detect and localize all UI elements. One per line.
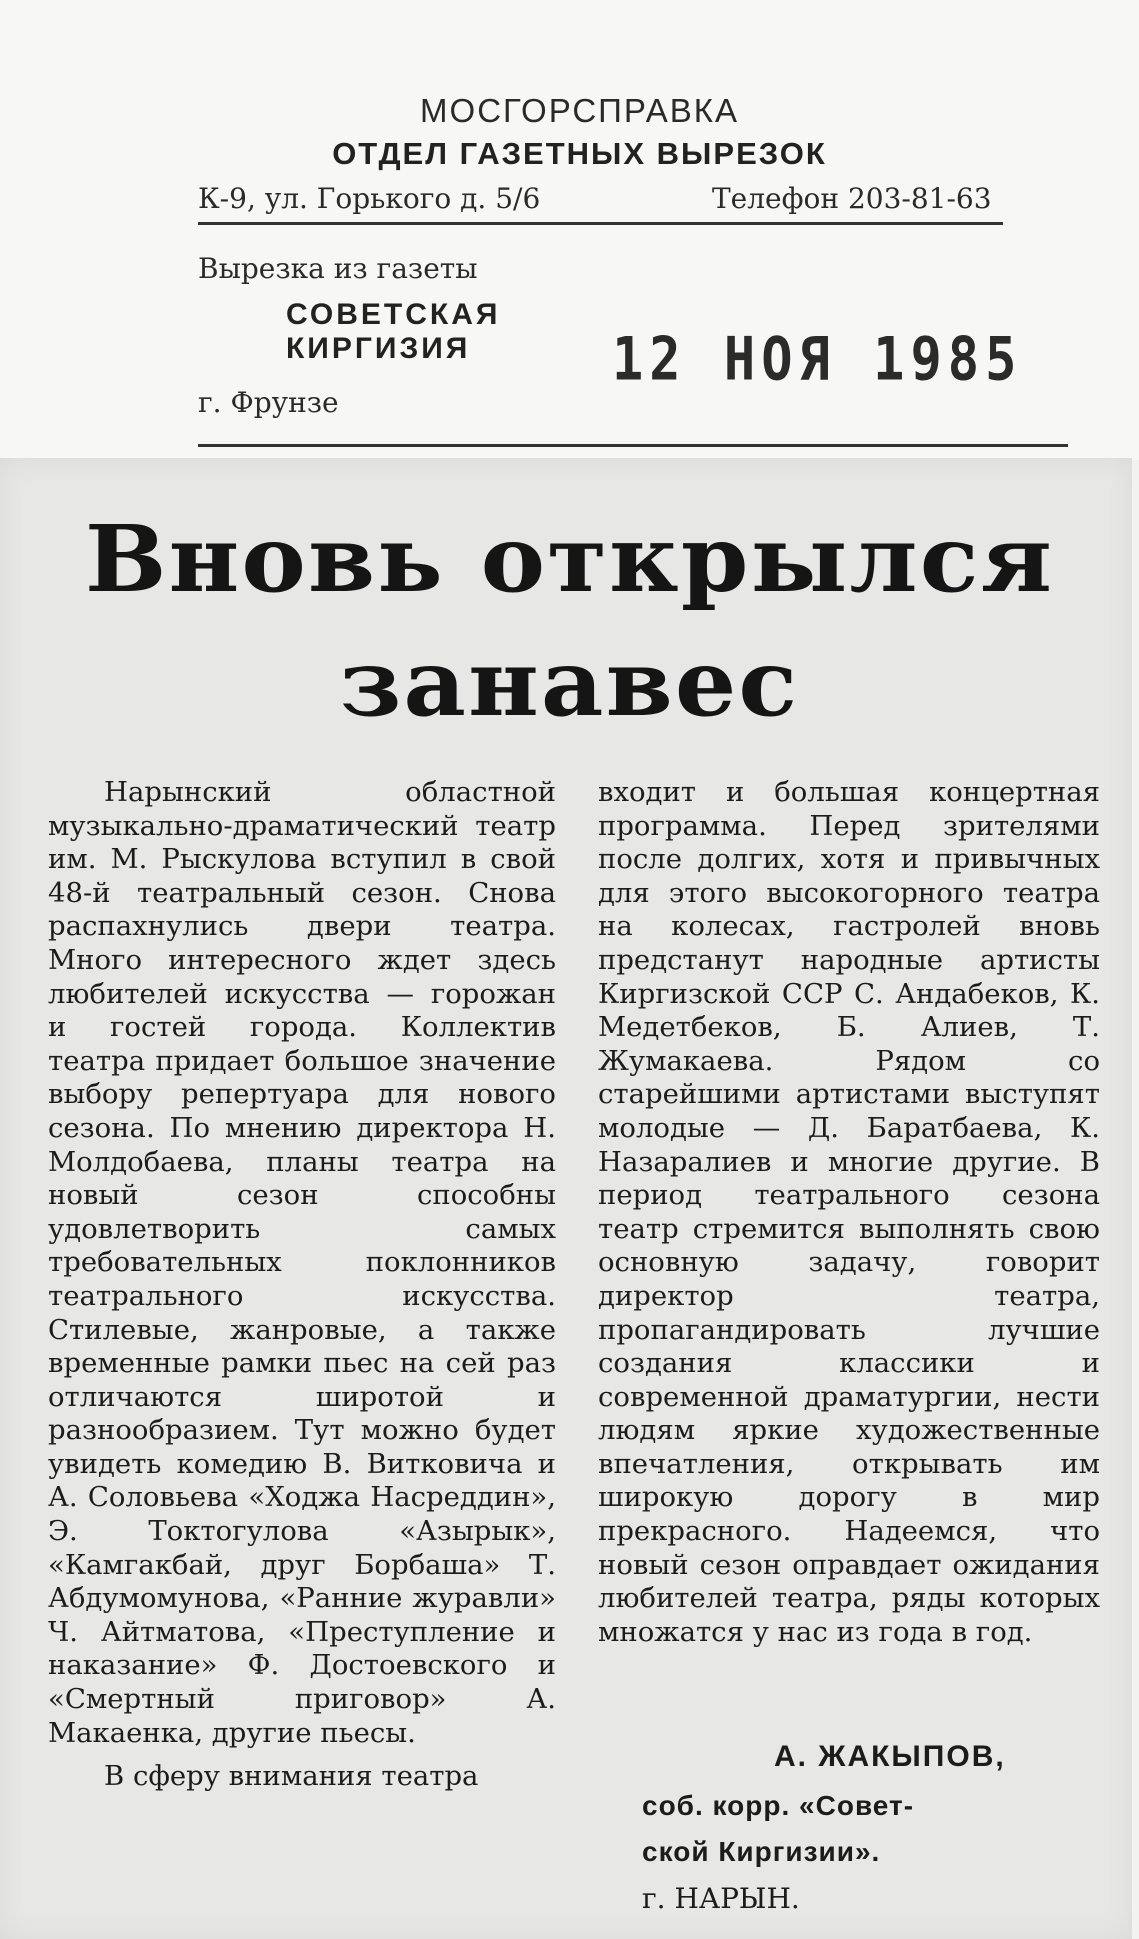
article-paragraph: входит и большая концертная программа. Перед зрителями после долгих, хотя и привычных для этого высокогорного театра на колесах, гастролей вновь предстанут народные артисты Киргизской ССР С. Андабеков, К. Медетбеков, Б. Алиев, Т. Жумакаева. Рядом со старейшими артистами выступят молодые — Д. Баратбаева, К. Назаралиев и многие другие. В период театрального сезона театр стремится выполнять свою основную задачу, говорит директор театра, пропагандировать лучшие создания классики и современной драматургии, нести людям яркие художественные впечатления, открывать им широкую дорогу в мир прекрасного. Надеемся, что новый сезон оправдает ожидания любителей театра, ряды которых множатся у нас из года в год. [598,776,1100,1648]
article-column-right [598,776,1100,1649]
author-name: А. ЖАКЫПОВ, [774,1740,1006,1773]
newspaper-name: СОВЕТСКАЯ КИРГИЗИЯ [286,298,501,365]
article-paragraph: В сферу внимания театра [104,1760,479,1793]
header-bottom-divider [198,444,1068,447]
agency-name: МОСГОРСПРАВКА [420,92,739,129]
article-headline: Вновь открылся занавес [84,505,1055,737]
clipping-service-header [0,0,1139,460]
agency-address: К-9, ул. Горького д. 5/6 [198,182,541,215]
author-role-line-1: соб. корр. «Совет- [642,1790,915,1821]
author-role-line-2: ской Киргизии». [642,1836,881,1867]
header-divider [198,222,1003,225]
cutting-from-label: Вырезка из газеты [198,252,478,285]
article-dateline: г. НАРЫН. [642,1882,800,1915]
newspaper-city: г. Фрунзе [198,386,339,419]
date-stamp: 12 НОЯ 1985 [612,325,1023,395]
department-name: ОТДЕЛ ГАЗЕТНЫХ ВЫРЕЗОК [332,136,827,171]
article-paragraph: Нарынский областной музыкально-драматический театр им. М. Рыскулова вступил в свой 48-й театральный сезон. Снова распахнулись двери театра. Много интересного ждет здесь любителей искусства — горожан и гостей города. Коллектив театра придает большое значение выбору репертуара для нового сезона. По мнению директора Н. Молдобаева, планы театра на новый сезон способны удовлетворить самых требовательных поклонников театрального искусства. Стилевые, жанровые, а также временные рамки пьес на сей раз отличаются широтой и разнообразием. Тут можно будет увидеть комедию В. Витковича и А. Соловьева «Ходжа Насреддин», Э. Токтогулова «Азырык», «Камгакбай, друг Борбаша» Т. Абдумомунова, «Ранние журавли» Ч. Айтматова, «Преступление и наказание» Ф. Достоевского и «Смертный приговор» А. Макаенка, другие пьесы. [48,776,556,1749]
article-column-left [48,776,556,1794]
agency-phone: Телефон 203-81-63 [712,182,992,215]
